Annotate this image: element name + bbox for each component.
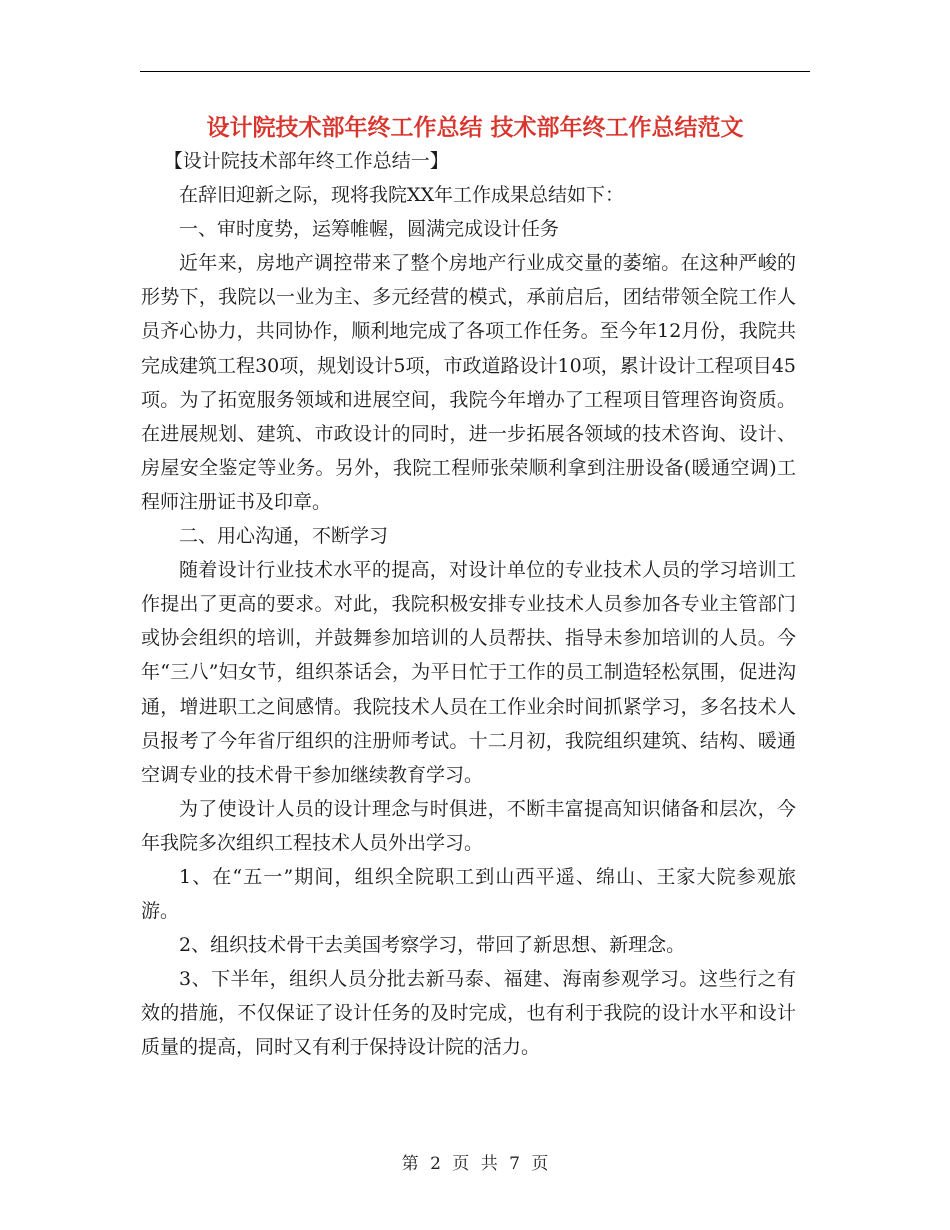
header-rule xyxy=(140,71,810,72)
page-number: 第 2 页 共 7 页 xyxy=(401,1154,549,1174)
intro-paragraph: 在辞旧迎新之际，现将我院XX年工作成果总结如下： xyxy=(179,184,625,207)
list-item: 3、下半年，组织人员分批去新马泰、福建、海南参观学习。这些行之有效的措施，不仅保证了设计任务的及时完成，也有利于我院的设计水平和设计质量的提高，同时又有利于保持设计院的活力。 xyxy=(141,968,796,1059)
section-heading: 【设计院技术部年终工作总结一】 xyxy=(163,150,449,172)
document-title: 设计院技术部年终工作总结 技术部年终工作总结范文 xyxy=(206,115,744,141)
list-item: 1、在“五一”期间，组织全院职工到山西平遥、绵山、王家大院参观旅游。 xyxy=(141,865,796,923)
body-paragraph: 为了使设计人员的设计理念与时俱进，不断丰富提高知识储备和层次，今年我院多次组织工程技术人员外出学习。 xyxy=(141,797,796,854)
body-paragraph: 近年来，房地产调控带来了整个房地产行业成交量的萎缩。在这种严峻的形势下，我院以一业为主、多元经营的模式，承前启后，团结带领全院工作人员齐心协力，共同协作，顺利地完成了各项工作任务。至今年12月份，我院共完成建筑工程30项，规划设计5项，市政道路设计10项，累计设计工程项目45项。为了拓宽服务领域和进展空间，我院今年增办了工程项目管理咨询资质。在进展规划、建筑、市政设计的同时，进一步拓展各领域的技术咨询、设计、房屋安全鉴定等业务。另外，我院工程师张荣顺利拿到注册设备(暖通空调)工程师注册证书及印章。 xyxy=(141,252,796,513)
subheading-2: 二、用心沟通，不断学习 xyxy=(179,525,389,548)
subheading-1: 一、审时度势，运筹帷幄，圆满完成设计任务 xyxy=(179,218,560,241)
document-body xyxy=(141,144,796,1065)
list-item: 2、组织技术骨干去美国考察学习，带回了新思想、新理念。 xyxy=(179,934,686,957)
body-paragraph: 随着设计行业技术水平的提高，对设计单位的专业技术人员的学习培训工作提出了更高的要求。对此，我院积极安排专业技术人员参加各专业主管部门或协会组织的培训，并鼓舞参加培训的人员帮扶、指导未参加培训的人员。今年“三八”妇女节，组织茶话会，为平日忙于工作的员工制造轻松氛围，促进沟通，增进职工之间感情。我院技术人员在工作业余时间抓紧学习，多名技术人员报考了今年省厅组织的注册师考试。十二月初，我院组织建筑、结构、暖通空调专业的技术骨干参加继续教育学习。 xyxy=(141,559,796,786)
